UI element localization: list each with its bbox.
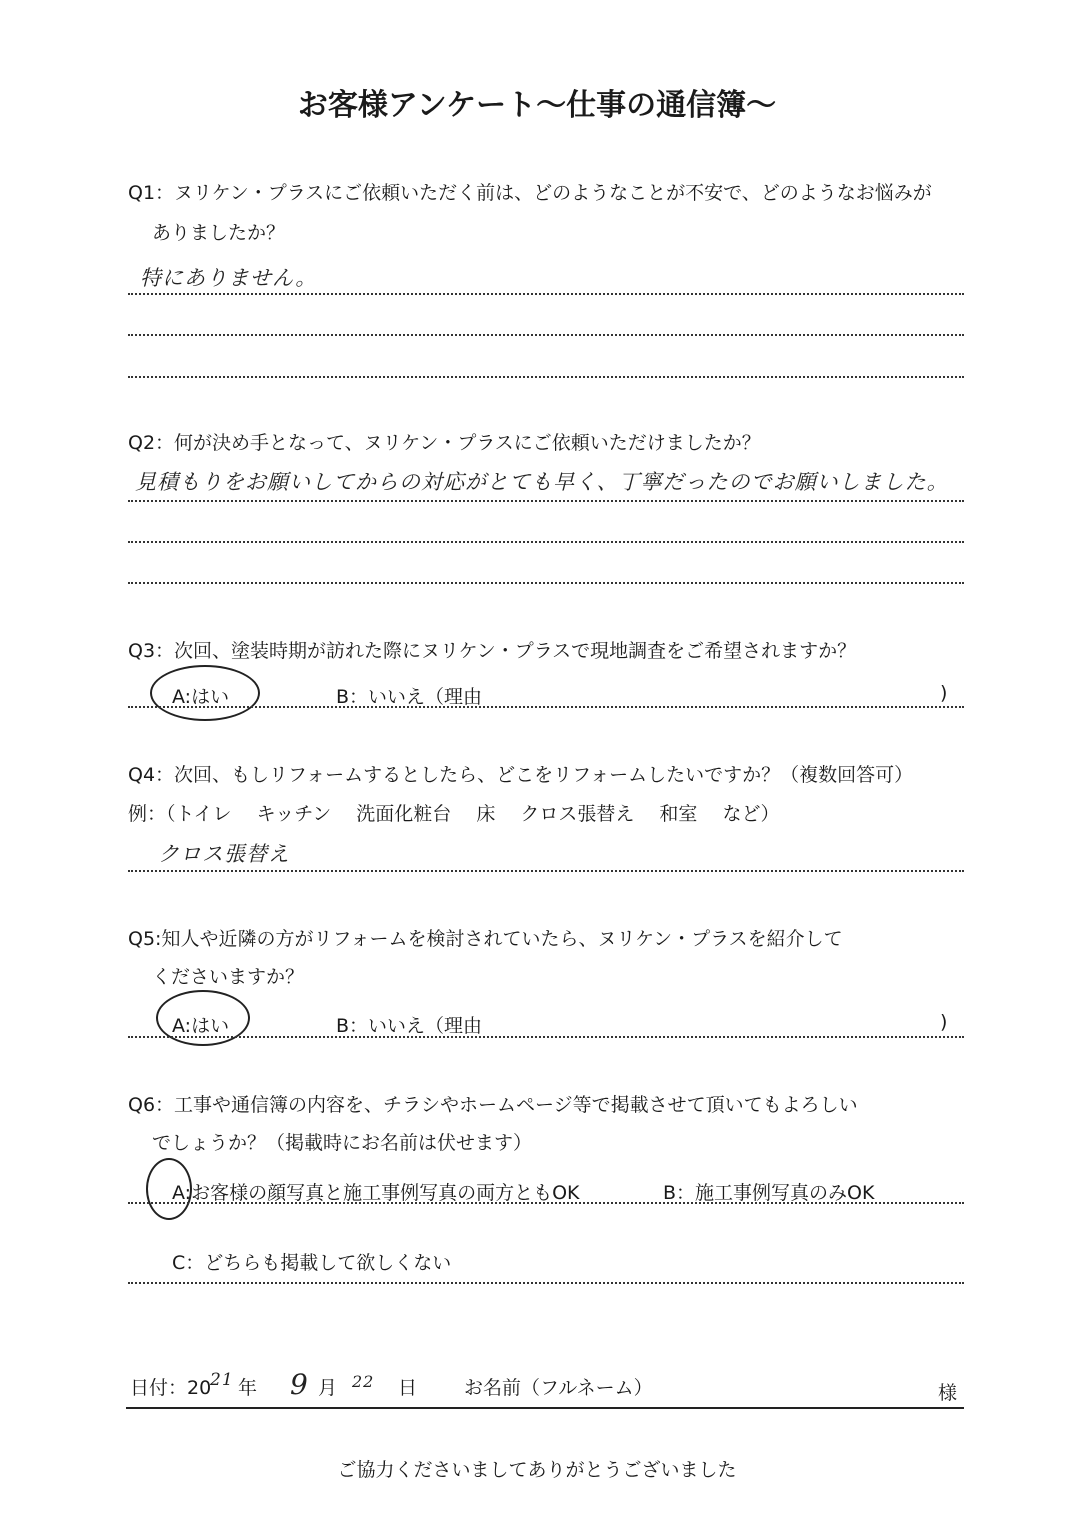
signature-line — [126, 1407, 964, 1409]
q1-answer-line-2 — [128, 334, 964, 336]
q5-option-a[interactable]: A:はい — [172, 1015, 230, 1037]
q2-answer-line-1 — [128, 500, 964, 502]
q5-question-line1: Q5:知人や近隣の方がリフォームを検討されていたら、ヌリケン・プラスを紹介して — [128, 928, 843, 950]
name-label: お名前（フルネーム） — [464, 1377, 653, 1399]
q1-answer-line-3 — [128, 376, 964, 378]
q2-answer[interactable]: 見積もりをお願いしてからの対応がとても早く、丁寧だったのでお願いしました。 — [135, 470, 949, 494]
q2-answer-line-2 — [128, 541, 964, 543]
q6-option-c[interactable]: C：どちらも掲載して欲しくない — [172, 1252, 452, 1274]
q3-answer-line — [128, 706, 964, 708]
q6-option-a[interactable]: A:お客様の顔写真と施工事例写真の両方ともOK — [172, 1182, 580, 1204]
q5-option-b[interactable]: B：いいえ（理由 — [336, 1015, 483, 1037]
q4-examples: 例：（トイレ キッチン 洗面化粧台 床 クロス張替え 和室 など） — [128, 803, 780, 825]
q6-answer-line-2 — [128, 1282, 964, 1284]
q3-option-a[interactable]: A:はい — [172, 686, 230, 708]
q1-question-line2: ありましたか？ — [152, 222, 286, 244]
date-month-label: 月 — [318, 1377, 338, 1399]
q4-answer-line — [128, 870, 964, 872]
q1-answer[interactable]: 特にありません。 — [140, 266, 318, 290]
q6-answer-line-1 — [128, 1202, 964, 1204]
date-year-value[interactable]: 21 — [210, 1370, 234, 1390]
q3-close-paren: ) — [940, 682, 948, 704]
q2-answer-line-3 — [128, 582, 964, 584]
q3-question: Q3：次回、塗装時期が訪れた際にヌリケン・プラスで現地調査をご希望されますか？ — [128, 640, 857, 662]
page-title: お客様アンケート〜仕事の通信簿〜 — [297, 88, 777, 123]
q5-answer-line — [128, 1036, 964, 1038]
q6-question-line2: でしょうか？（掲載時にお名前は伏せます） — [152, 1132, 533, 1154]
q1-question-line1: Q1：ヌリケン・プラスにご依頼いただく前は、どのようなことが不安で、どのようなお悩みが — [128, 182, 932, 204]
date-year-label: 年 — [238, 1377, 258, 1399]
q6-option-b[interactable]: B：施工事例写真のみOK — [663, 1182, 875, 1204]
q4-answer[interactable]: クロス張替え — [158, 842, 290, 866]
q6-question-line1: Q6：工事や通信簿の内容を、チラシやホームページ等で掲載させて頂いてもよろしい — [128, 1094, 858, 1116]
date-day-label: 日 — [398, 1377, 418, 1399]
date-day-value[interactable]: 22 — [352, 1372, 375, 1391]
q4-question: Q4：次回、もしリフォームするとしたら、どこをリフォームしたいですか？（複数回答可） — [128, 764, 914, 786]
q2-question: Q2：何が決め手となって、ヌリケン・プラスにご依頼いただけましたか？ — [128, 432, 761, 454]
date-month-value[interactable]: 9 — [290, 1368, 309, 1401]
q1-answer-line-1 — [128, 293, 964, 295]
thank-you-message: ご協力くださいましてありがとうございました — [337, 1459, 737, 1481]
q5-question-line2: くださいますか？ — [152, 966, 305, 988]
date-label: 日付：20 — [130, 1377, 212, 1399]
honorific: 様 — [938, 1382, 958, 1404]
q3-option-b[interactable]: B：いいえ（理由 — [336, 686, 483, 708]
q5-close-paren: ) — [940, 1011, 948, 1033]
